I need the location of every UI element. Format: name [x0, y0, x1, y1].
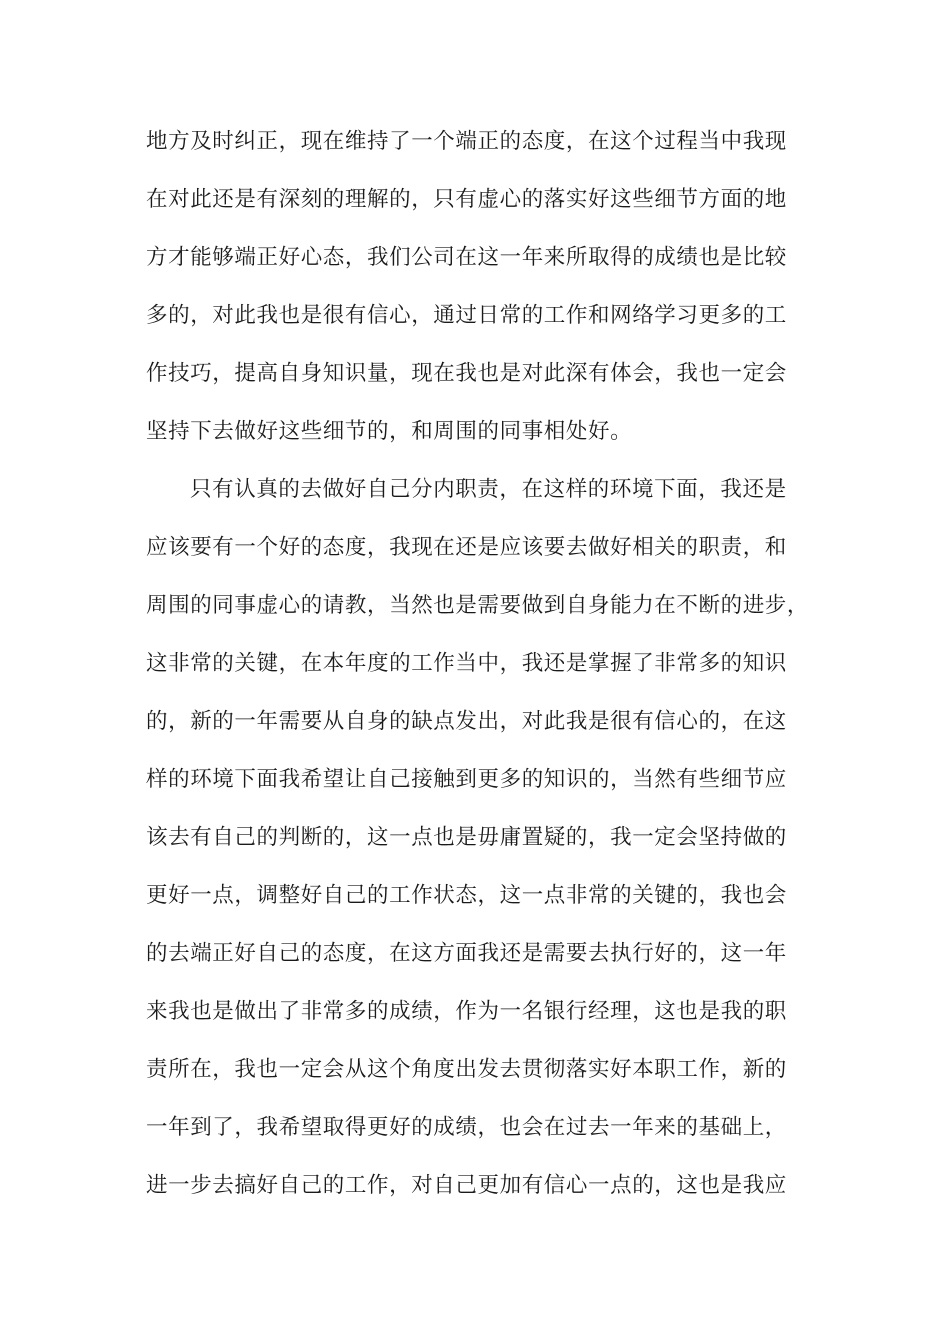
text-line: 在对此还是有深刻的理解的，只有虚心的落实好这些细节方面的地 [146, 187, 787, 212]
text-line: 进一步去搞好自己的工作，对自己更加有信心一点的，这也是我应 [146, 1173, 787, 1198]
text-line: 样的环境下面我希望让自己接触到更多的知识的，当然有些细节应 [146, 767, 787, 792]
text-line: 多的，对此我也是很有信心，通过日常的工作和网络学习更多的工 [146, 303, 787, 328]
text-line: 来我也是做出了非常多的成绩，作为一名银行经理，这也是我的职 [146, 999, 787, 1024]
text-line: 这非常的关键，在本年度的工作当中，我还是掌握了非常多的知识 [146, 651, 787, 676]
text-line: 方才能够端正好心态，我们公司在这一年来所取得的成绩也是比较 [146, 245, 787, 270]
text-line: 责所在，我也一定会从这个角度出发去贯彻落实好本职工作，新的 [146, 1057, 787, 1082]
text-line: 应该要有一个好的态度，我现在还是应该要去做好相关的职责，和 [146, 535, 787, 560]
text-line: 该去有自己的判断的，这一点也是毋庸置疑的，我一定会坚持做的 [146, 825, 787, 850]
text-line: 的去端正好自己的态度，在这方面我还是需要去执行好的，这一年 [146, 941, 787, 966]
text-line: 更好一点，调整好自己的工作状态，这一点非常的关键的，我也会 [146, 883, 787, 908]
text-line: 坚持下去做好这些细节的，和周围的同事相处好。 [146, 419, 633, 444]
text-line: 一年到了，我希望取得更好的成绩，也会在过去一年来的基础上， [146, 1115, 787, 1140]
text-line: 地方及时纠正，现在维持了一个端正的态度，在这个过程当中我现 [146, 129, 787, 154]
text-line: 的，新的一年需要从自身的缺点发出，对此我是很有信心的，在这 [146, 709, 787, 734]
paragraph-first-line: 只有认真的去做好自己分内职责，在这样的环境下面，我还是 [190, 477, 787, 502]
text-line: 作技巧，提高自身知识量，现在我也是对此深有体会，我也一定会 [146, 361, 787, 386]
text-line: 周围的同事虚心的请教，当然也是需要做到自身能力在不断的进步， [146, 593, 810, 618]
